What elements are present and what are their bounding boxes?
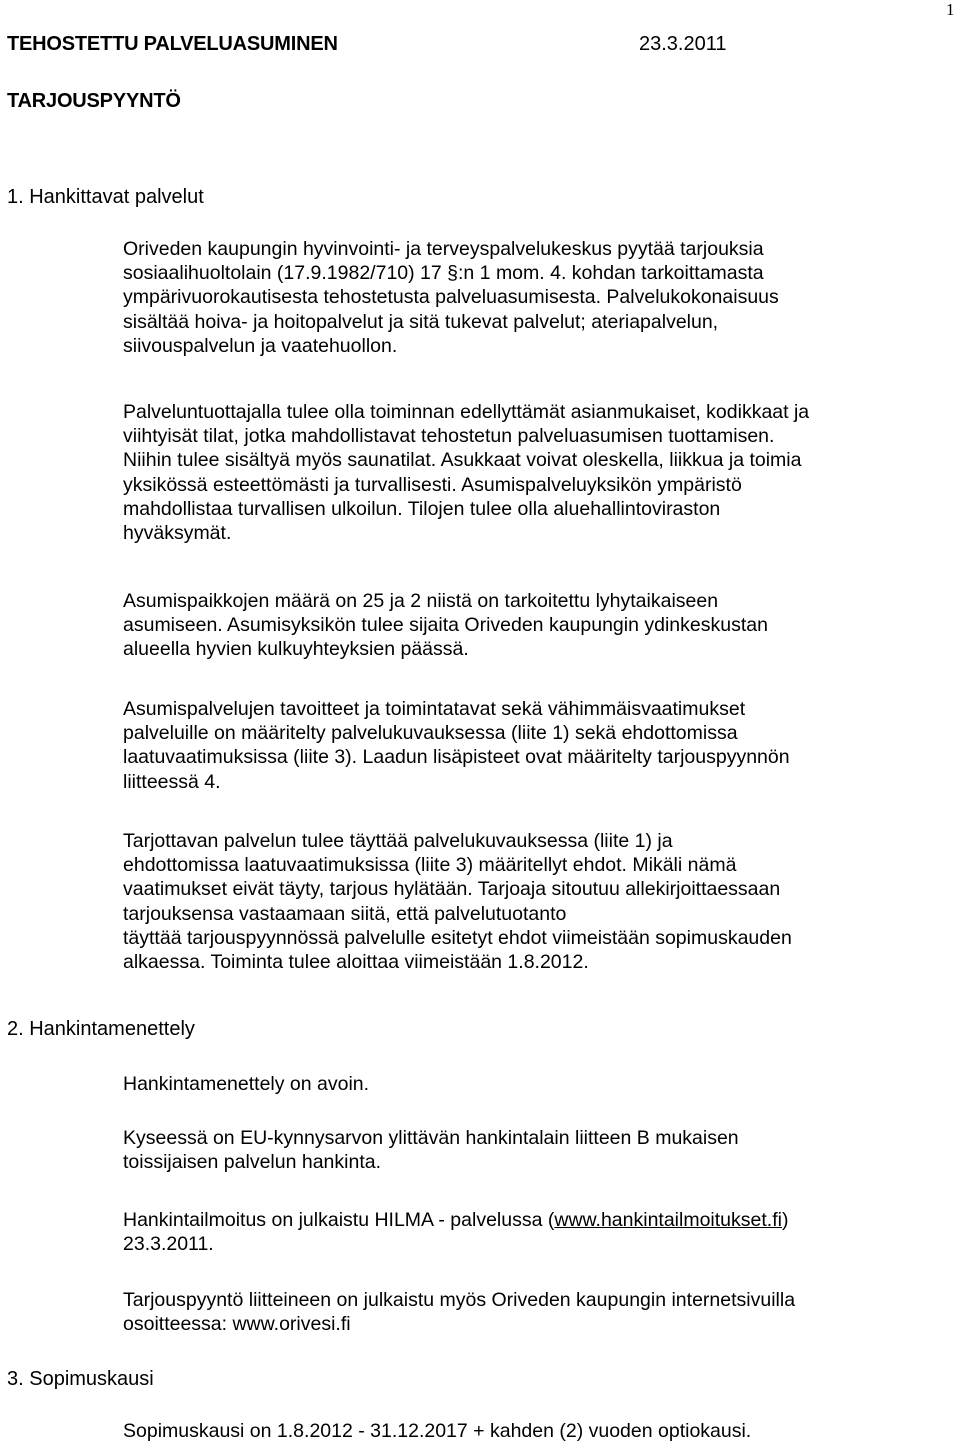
text-line: Palveluntuottajalla tulee olla toiminnan edellyttämät asianmukaiset, kodikkaat ja (123, 401, 810, 423)
text-line: alueella hyvien kulkuyhteyksien päässä. (123, 638, 469, 661)
document-subtitle: TARJOUSPYYNTÖ (7, 90, 181, 112)
text-line: Tarjouspyyntö liitteineen on julkaistu myös Oriveden kaupungin internetsivuilla (123, 1289, 796, 1311)
text-line: Hankintamenettely on avoin. (123, 1073, 370, 1095)
text-line: ympärivuorokautisesta tehostetusta palveluasumisesta. Palvelukokonaisuus (123, 286, 779, 309)
text-fragment: Hankintailmoitus on julkaistu HILMA - palvelussa ( (123, 1209, 555, 1231)
text-line: täyttää tarjouspyynnössä palvelulle esitetyt ehdot viimeistään sopimuskauden (123, 926, 792, 949)
section-2-paragraph-4 (123, 1288, 953, 1336)
section-1-paragraph-1 (123, 237, 953, 358)
text-line: toissijaisen palvelun hankinta. (123, 1151, 381, 1174)
text-line: 23.3.2011. (123, 1233, 214, 1256)
document-date: 23.3.2011 (639, 33, 727, 55)
section-1-paragraph-3 (123, 589, 953, 662)
text-line: Niihin tulee sisältyä myös saunatilat. Asukkaat voivat oleskella, liikkua ja toimia (123, 449, 802, 472)
section-1-paragraph-4 (123, 697, 953, 794)
section-2-paragraph-2 (123, 1126, 953, 1174)
text-line: siivouspalvelun ja vaatehuollon. (123, 334, 398, 357)
section-1-paragraph-5 (123, 829, 953, 974)
text-line (123, 1208, 953, 1232)
section-3-paragraph-1 (123, 1419, 953, 1443)
text-line: vaatimukset eivät täyty, tarjous hylätään. Tarjoaja sitoutuu allekirjoittaessaan (123, 878, 781, 901)
text-line: alkaessa. Toiminta tulee aloittaa viimeistään 1.8.2012. (123, 951, 589, 974)
text-line: Kyseessä on EU-kynnysarvon ylittävän hankintalain liitteen B mukaisen (123, 1127, 739, 1149)
text-line: Tarjottavan palvelun tulee täyttää palvelukuvauksessa (liite 1) ja (123, 830, 673, 852)
text-line: osoitteessa: www.orivesi.fi (123, 1313, 351, 1336)
text-line: palveluille on määritelty palvelukuvauksessa (liite 1) sekä ehdottomissa (123, 722, 738, 745)
text-line: Oriveden kaupungin hyvinvointi- ja terveyspalvelukeskus pyytää tarjouksia (123, 238, 764, 260)
text-line: hyväksymät. (123, 522, 232, 545)
section-2-paragraph-1 (123, 1072, 953, 1096)
page-number: 1 (946, 0, 955, 19)
text-line: Sopimuskausi on 1.8.2012 - 31.12.2017 + kahden (2) vuoden optiokausi. (123, 1420, 752, 1442)
text-line: sosiaalihuoltolain (17.9.1982/710) 17 §:n 1 mom. 4. kohdan tarkoittamasta (123, 262, 764, 285)
text-line: Asumispaikkojen määrä on 25 ja 2 niistä on tarkoitettu lyhytaikaiseen (123, 590, 719, 612)
hankintailmoitukset-link[interactable]: www.hankintailmoitukset.fi (554, 1209, 782, 1231)
text-line: yksikössä esteettömästi ja turvallisesti. Asumispalveluyksikön ympäristö (123, 473, 742, 496)
section-2-paragraph-3 (123, 1208, 953, 1256)
section-3-heading: 3. Sopimuskausi (7, 1368, 154, 1390)
text-line: viihtyisät tilat, jotka mahdollistavat tehostetun palveluasumisen tuottamisen. (123, 425, 775, 448)
text-line: Asumispalvelujen tavoitteet ja toimintatavat sekä vähimmäisvaatimukset (123, 698, 746, 720)
text-line: asumiseen. Asumisyksikön tulee sijaita Oriveden kaupungin ydinkeskustan (123, 614, 768, 637)
section-1-heading: 1. Hankittavat palvelut (7, 186, 204, 208)
text-line: laatuvaatimuksissa (liite 3). Laadun lisäpisteet ovat määritelty tarjouspyynnön (123, 746, 790, 769)
text-line: liitteessä 4. (123, 770, 221, 793)
section-1-paragraph-2 (123, 400, 953, 545)
section-2-heading: 2. Hankintamenettely (7, 1018, 195, 1040)
text-line: ehdottomissa laatuvaatimuksissa (liite 3) määritellyt ehdot. Mikäli nämä (123, 854, 737, 877)
document-title: TEHOSTETTU PALVELUASUMINEN (7, 33, 338, 55)
text-line: tarjouksensa vastaamaan siitä, että palvelutuotanto (123, 902, 567, 925)
text-line: mahdollistaa turvallisen ulkoilun. Tilojen tulee olla aluehallintoviraston (123, 497, 721, 520)
text-fragment: ) (781, 1209, 789, 1231)
text-line: sisältää hoiva- ja hoitopalvelut ja sitä tukevat palvelut; ateriapalvelun, (123, 310, 719, 333)
